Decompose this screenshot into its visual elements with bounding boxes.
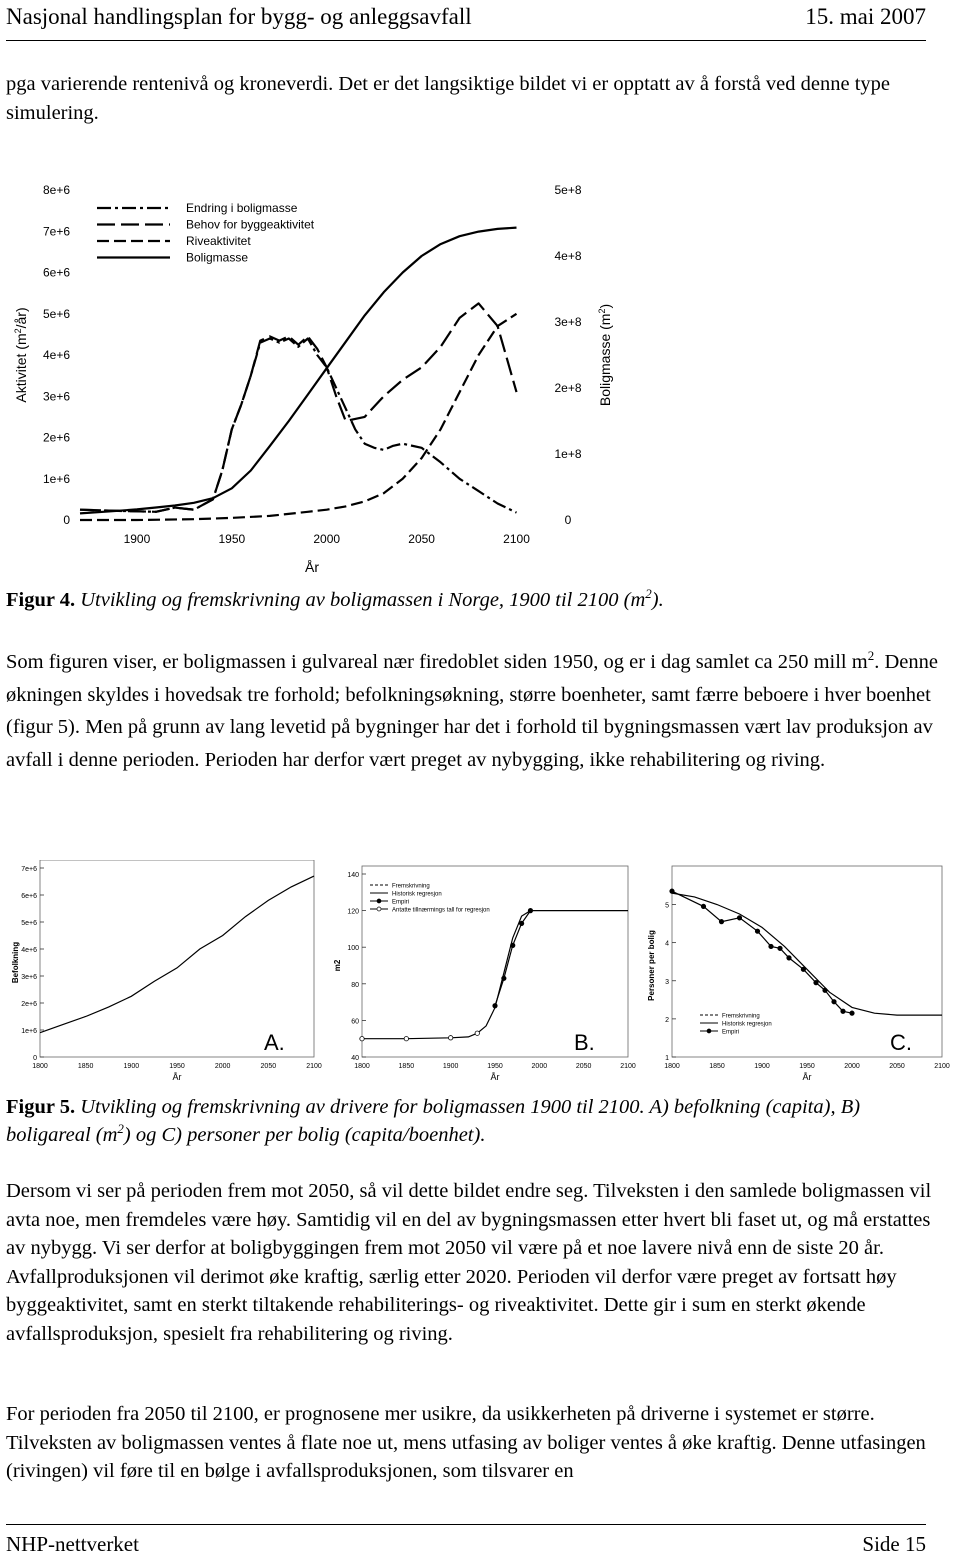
- data-point: [801, 967, 805, 971]
- legend-label: Fremskrivning: [392, 883, 430, 890]
- x-axis-label: År: [305, 559, 319, 575]
- y-tick-label: 0: [63, 513, 70, 527]
- legend-label: Behov for byggeaktivitet: [186, 217, 315, 232]
- y-tick-label: 2e+6: [42, 430, 70, 445]
- page-number: Side 15: [862, 1532, 926, 1556]
- x-tick-label: 1950: [799, 1063, 815, 1070]
- figure-4-chart: [0, 170, 640, 585]
- data-point: [475, 1031, 479, 1035]
- x-tick-label: 1900: [123, 532, 151, 546]
- y-axis-label: Personer per bolig: [647, 930, 656, 1001]
- series-line-1: [362, 911, 628, 1039]
- x-tick-label: 1950: [218, 532, 246, 546]
- legend-label: Historisk regresjon: [392, 891, 442, 898]
- x-tick-label: 2000: [214, 1063, 231, 1070]
- y-tick-label: 4e+6: [42, 348, 70, 362]
- data-point: [823, 988, 827, 992]
- x-tick-label: 2050: [889, 1063, 905, 1070]
- legend-marker: [707, 1029, 711, 1033]
- data-point: [511, 943, 515, 947]
- y-tick-label: 140: [347, 872, 359, 879]
- x-tick-label: 1950: [169, 1063, 185, 1070]
- legend-label: Empiri: [392, 899, 410, 906]
- data-point: [769, 944, 773, 948]
- y-tick-label: 4e+6: [21, 947, 37, 954]
- y-tick-label: 1: [665, 1055, 669, 1062]
- y-tick-label: 3e+6: [21, 974, 37, 981]
- series-line-4: [80, 228, 517, 514]
- y-tick-label: 5e+6: [21, 920, 37, 927]
- data-point: [528, 908, 532, 912]
- x-axis-label: År: [802, 1072, 812, 1082]
- panel-letter: C.: [890, 1030, 912, 1055]
- page-header: [6, 2, 926, 41]
- legend-label: Boligmasse: [186, 250, 249, 265]
- footer-organization: NHP-nettverket: [6, 1532, 139, 1556]
- legend-label: Endring i boligmasse: [186, 201, 298, 215]
- body-paragraph-1: [6, 646, 938, 776]
- x-axis-label: År: [172, 1072, 182, 1082]
- y2-axis-label: Boligmasse $(m^2)$: [597, 303, 613, 407]
- data-point: [670, 889, 674, 893]
- series-line-1: [40, 876, 314, 1033]
- legend-label: Antatte tillnærmings tall for regresjon: [392, 907, 490, 914]
- legend-marker: [377, 899, 381, 903]
- x-tick-label: 1800: [354, 1063, 370, 1070]
- y-tick-label: 7e+6: [42, 224, 70, 239]
- x-tick-label: 1800: [32, 1063, 48, 1070]
- y-tick-label: 1e+6: [42, 471, 70, 486]
- panel-letter: B.: [574, 1030, 595, 1055]
- series-line-1: [80, 339, 517, 513]
- y-tick-label: 80: [351, 981, 359, 989]
- data-point: [841, 1009, 845, 1013]
- data-point: [719, 919, 723, 923]
- y-tick-label: 2: [665, 1016, 669, 1024]
- x-tick-label: 2100: [503, 532, 530, 546]
- x-tick-label: 1900: [123, 1063, 140, 1070]
- series-line-2: [672, 891, 852, 1013]
- figure-4-caption-sup: 2: [645, 586, 652, 602]
- legend-label: Fremskrivning: [722, 1013, 760, 1020]
- x-tick-label: 2000: [531, 1063, 548, 1070]
- panel-frame: [40, 860, 314, 1057]
- body-paragraph-2: Dersom vi ser på perioden frem mot 2050, så vil dette bildet endre seg. Tilveksten i den samlede boligmassen vil avta noe, men fremdeles være høy. Samtidig vil en del av bygningsmassen etter hvert bli faset ut, og må erstattes av nybygg. Vi ser derfor at boligbyggingen frem mot 2050 vil være på et noe lavere nivå enn de siste 20 år. Avfallproduksjonen vil derimot øke kraftig, særlig etter 2020. Perioden vil derfor være preget av fortsatt høy byggeaktivitet, samt en sterkt tiltakende rehabiliterings- og riveaktivitet. Dette gir i sum en sterkt økende avfallsproduksjon, spesielt fra rehabilitering og riving.: [6, 1180, 932, 1345]
- y2-tick-label: 0: [564, 513, 572, 527]
- y-tick-label: 8e+6: [42, 183, 70, 197]
- figure-5-panel-a: [6, 860, 324, 1090]
- figure-5-caption-sup: 2: [117, 1121, 124, 1137]
- data-point: [448, 1036, 452, 1040]
- y-tick-label: 60: [351, 1018, 359, 1026]
- document-title: Nasjonal handlingsplan for bygg- og anleggsavfall: [6, 4, 472, 29]
- figure-4-label: Figur 4.: [6, 589, 76, 611]
- data-point: [832, 1000, 836, 1004]
- x-tick-label: 1850: [398, 1063, 415, 1070]
- figure-5-panel-c: [640, 860, 950, 1090]
- figure-5-caption: [6, 1093, 938, 1149]
- data-point: [519, 921, 523, 925]
- y-tick-label: 1e+6: [21, 1028, 37, 1035]
- y-tick-label: 120: [347, 908, 359, 916]
- y-tick-label: 40: [351, 1055, 359, 1062]
- figure-5-panel-b: [330, 860, 636, 1090]
- figure-5-caption-end: ) og C) personer per bolig (capita/boenhet).: [123, 1124, 486, 1146]
- data-point: [755, 929, 759, 933]
- y-axis-label: m2: [333, 959, 342, 972]
- y-tick-label: 5e+6: [42, 306, 70, 321]
- body-paragraph-3: For perioden fra 2050 til 2100, er prognosene mer usikre, da usikkerheten på driverne i systemet er større. Tilveksten av boligmassen ventes å flate noe ut, mens utfasing av boliger ventes å øke kraftig. Denne utfasingen (rivingen) vil føre til en bølge i avfallsproduksjonen, som tilsvarer en: [6, 1403, 926, 1482]
- legend-label: Riveaktivitet: [186, 234, 251, 248]
- figure-5-label: Figur 5.: [6, 1096, 76, 1118]
- intro-paragraph: pga varierende rentenivå og kroneverdi. Det er det langsiktige bildet vi er opptatt av å forstå ved denne type simulering.: [6, 73, 891, 124]
- body-paragraph-1-sup: 2: [867, 648, 875, 664]
- y-tick-label: 4: [665, 940, 669, 948]
- x-tick-label: 2050: [408, 532, 435, 546]
- data-point: [737, 916, 741, 920]
- y-tick-label: 6e+6: [21, 893, 37, 900]
- data-point: [778, 946, 782, 950]
- x-tick-label: 2100: [620, 1063, 636, 1070]
- figure-4-caption: [6, 586, 938, 614]
- y-axis-label: Befolkning: [11, 941, 20, 984]
- x-tick-label: 2000: [313, 532, 341, 546]
- data-point: [787, 956, 791, 960]
- x-tick-label: 2000: [844, 1063, 860, 1070]
- x-tick-label: 2100: [934, 1063, 950, 1070]
- y-tick-label: 5: [665, 902, 669, 910]
- page-footer: [6, 1524, 926, 1556]
- x-axis-label: År: [490, 1072, 500, 1082]
- x-tick-label: 2100: [306, 1063, 322, 1070]
- x-tick-label: 1850: [77, 1063, 94, 1070]
- y-axis-label: Aktivitet $(m^2/år)$: [13, 307, 29, 403]
- data-point: [850, 1011, 854, 1015]
- y2-tick-label: 5e+8: [554, 183, 582, 197]
- body-paragraph-1-a: Som figuren viser, er boligmassen i gulvareal nær firedoblet siden 1950, og er i dag samlet ca 250 mill m: [6, 651, 868, 673]
- y-tick-label: 3e+6: [42, 389, 70, 404]
- y-tick-label: 0: [33, 1055, 37, 1062]
- series-line-1: [672, 893, 942, 1015]
- y2-tick-label: 4e+8: [554, 249, 582, 263]
- data-point: [701, 904, 705, 908]
- panel-letter: A.: [264, 1030, 285, 1055]
- x-tick-label: 1850: [709, 1063, 725, 1070]
- figure-4-caption-end: ).: [651, 589, 664, 611]
- x-tick-label: 2050: [260, 1063, 277, 1070]
- y-tick-label: 2e+6: [21, 1001, 37, 1008]
- x-tick-label: 1950: [487, 1063, 503, 1070]
- series-line-2: [495, 911, 531, 1006]
- y-tick-label: 100: [347, 945, 359, 953]
- x-tick-label: 1800: [664, 1063, 680, 1070]
- data-point: [814, 980, 818, 984]
- y2-tick-label: 1e+8: [554, 447, 582, 461]
- x-tick-label: 1900: [754, 1063, 770, 1070]
- legend-label: Historisk regresjon: [722, 1021, 772, 1028]
- legend-marker: [377, 907, 381, 911]
- x-tick-label: 2050: [575, 1063, 592, 1070]
- y-tick-label: 7e+6: [21, 866, 37, 873]
- x-tick-label: 1900: [442, 1063, 459, 1070]
- y-tick-label: 6e+6: [42, 265, 70, 280]
- data-point: [404, 1037, 408, 1041]
- legend-label: Empiri: [722, 1029, 740, 1036]
- y2-tick-label: 3e+8: [554, 315, 582, 329]
- figure-5-caption-text: Utvikling og fremskrivning av drivere for boligmassen 1900 til 2100. A) befolkning (capita), B) boligareal (m: [6, 1096, 861, 1146]
- data-point: [493, 1004, 497, 1008]
- y2-tick-label: 2e+8: [554, 381, 582, 395]
- y-tick-label: 3: [665, 978, 669, 986]
- data-point: [502, 976, 506, 980]
- data-point: [360, 1037, 364, 1041]
- document-date: 15. mai 2007: [805, 4, 926, 29]
- panel-frame: [672, 866, 942, 1057]
- figure-4-caption-text: Utvikling og fremskrivning av boligmassen i Norge, 1900 til 2100 (m: [80, 589, 646, 611]
- body-paragraph-1-b: . Denne økningen skyldes i hovedsak tre forhold; befolkningsøkning, større boenheter, samt færre beboere i hver boenhet (figur 5). Men på grunn av lang levetid på bygninger har det i forhold til bygningsmassen vært lav produksjon av avfall i denne perioden. Perioden har derfor vært preget av nybygging, ikke rehabilitering og riving.: [6, 651, 938, 771]
